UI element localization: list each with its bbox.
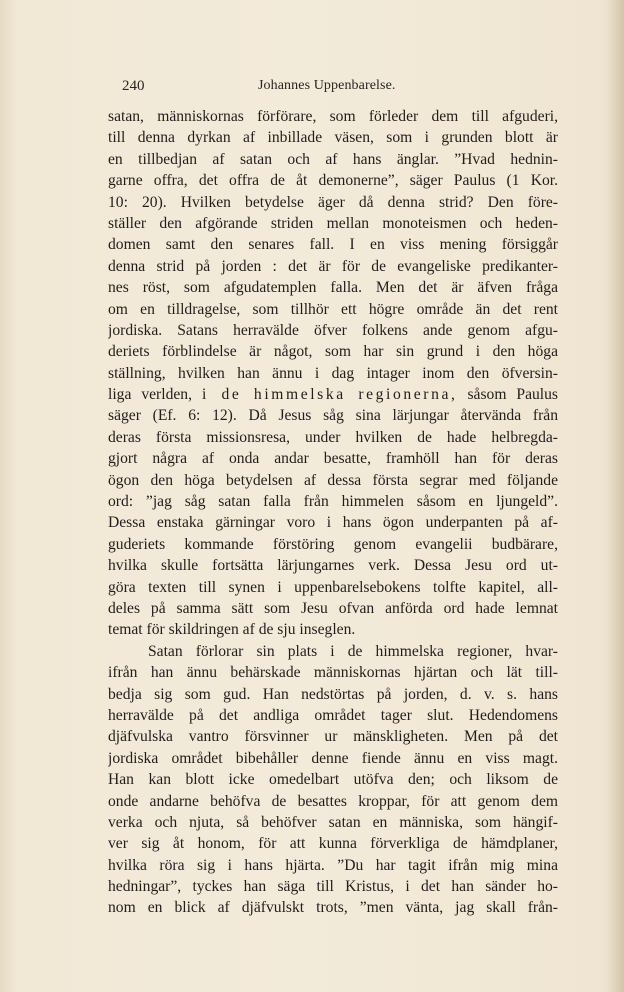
text-line: ställning, hvilken han ännu i dag intager inom den öfversin- <box>108 364 558 382</box>
text-line: deriets förblindelse är något, som har sin grund i den höga <box>108 343 558 361</box>
text-line: djäfvulska vantro försvinner ur mänskligheten. Men på det <box>108 728 558 746</box>
page-header <box>108 78 548 100</box>
text-line: guderiets kommande förstöring genom evangelii budbärare, <box>108 535 558 553</box>
text-line: jordiska området bibehåller denne fiende ännu en viss magt. <box>108 749 558 767</box>
text-line: en tillbedjan af satan och af hans änglar. ”Hvad hednin- <box>108 150 558 168</box>
text-line: ord: ”jag såg satan falla från himmelen såsom en ljungeld”. <box>108 493 558 511</box>
spaced-phrase: i de himmelska regionerna, <box>201 386 458 404</box>
text-line: domen samt den senares fall. I en viss mening försiggår <box>108 236 558 254</box>
text-line: 10: 20). Hvilken betydelse äger då denna strid? Den före- <box>108 193 558 211</box>
text-line: satan, människornas förförare, som förleder dem till afguderi, <box>108 108 558 125</box>
text-line: säger (Ef. 6: 12). Då Jesus såg sina lärjungar återvända från <box>108 407 558 425</box>
text-line: hvilka skulle fortsätta lärjungarnes verk. Dessa Jesu ord ut- <box>108 557 558 575</box>
running-title: Johannes Uppenbarelse. <box>258 78 396 93</box>
text-line: nes röst, som afgudatemplen falla. Men det är äfven fråga <box>108 279 558 297</box>
text-line: ifrån han ännu behärskade människornas hjärtan och lät till- <box>108 664 558 682</box>
text-line: göra texten till synen i uppenbarelsebokens tolfte kapitel, all- <box>108 578 558 596</box>
text-line: deles på samma sätt som Jesu ofvan anförda ord hade lemnat <box>108 599 558 617</box>
text-line: Han kan blott icke omedelbart utöfva den; och liksom de <box>108 771 558 789</box>
text-line-emphasis <box>108 384 558 405</box>
text-line: gjort några af onda andar besatte, framhöll han för deras <box>108 450 558 468</box>
line-end: såsom Paulus <box>467 386 558 404</box>
text-line: nom en blick af djäfvulskt trots, ”men vänta, jag skall från- <box>108 899 558 917</box>
text-line: bedja sig som gud. Han nedstörtas på jorden, d. v. s. hans <box>108 685 558 703</box>
text-line: herravälde på det andliga området tager slut. Hedendomens <box>108 706 558 724</box>
text-line: till denna dyrkan af inbillade väsen, som i grunden blott är <box>108 129 558 147</box>
text-line: ver sig åt honom, för att kunna förverkliga de hämdplaner, <box>108 835 558 853</box>
text-line: hedningar”, tyckes han säga till Kristus, i det han sänder ho- <box>108 878 558 896</box>
body-text <box>108 106 558 919</box>
text-line: Dessa enstaka gärningar voro i hans ögon underpanten på af- <box>108 514 558 532</box>
text-line: deras första missionsresa, under hvilken de hade helbregda- <box>108 428 558 446</box>
page-number: 240 <box>122 78 145 94</box>
text-line: hvilka röra sig i hans hjärta. ”Du har tagit ifrån mig mina <box>108 856 558 874</box>
paragraph-end-line: temat för skildringen af de sju inseglen. <box>108 621 356 639</box>
line-start: liga verlden, <box>108 386 192 404</box>
text-line: verka och njuta, så behöfver satan en människa, som hängif- <box>108 813 558 831</box>
text-line: garne offra, det offra de åt demonerne”, säger Paulus (1 Kor. <box>108 172 558 190</box>
text-line: denna strid på jorden : det är för de evangeliske predikanter- <box>108 257 558 275</box>
text-line: om en tilldragelse, som tillhör ett högre område än det rent <box>108 300 558 318</box>
text-line: onde andarne behöfva de besattes kroppar, för att genom dem <box>108 792 558 810</box>
text-line: ögon den höga betydelsen af dessa första segrar med följande <box>108 471 558 489</box>
text-line: jordiska. Satans herravälde öfver folkens ande genom afgu- <box>108 321 558 339</box>
text-line: ställer den afgörande striden mellan monoteismen och heden- <box>108 214 558 232</box>
paragraph-start-line: Satan förlorar sin plats i de himmelska regioner, hvar- <box>148 642 558 660</box>
page-edge-shadow <box>608 0 624 992</box>
